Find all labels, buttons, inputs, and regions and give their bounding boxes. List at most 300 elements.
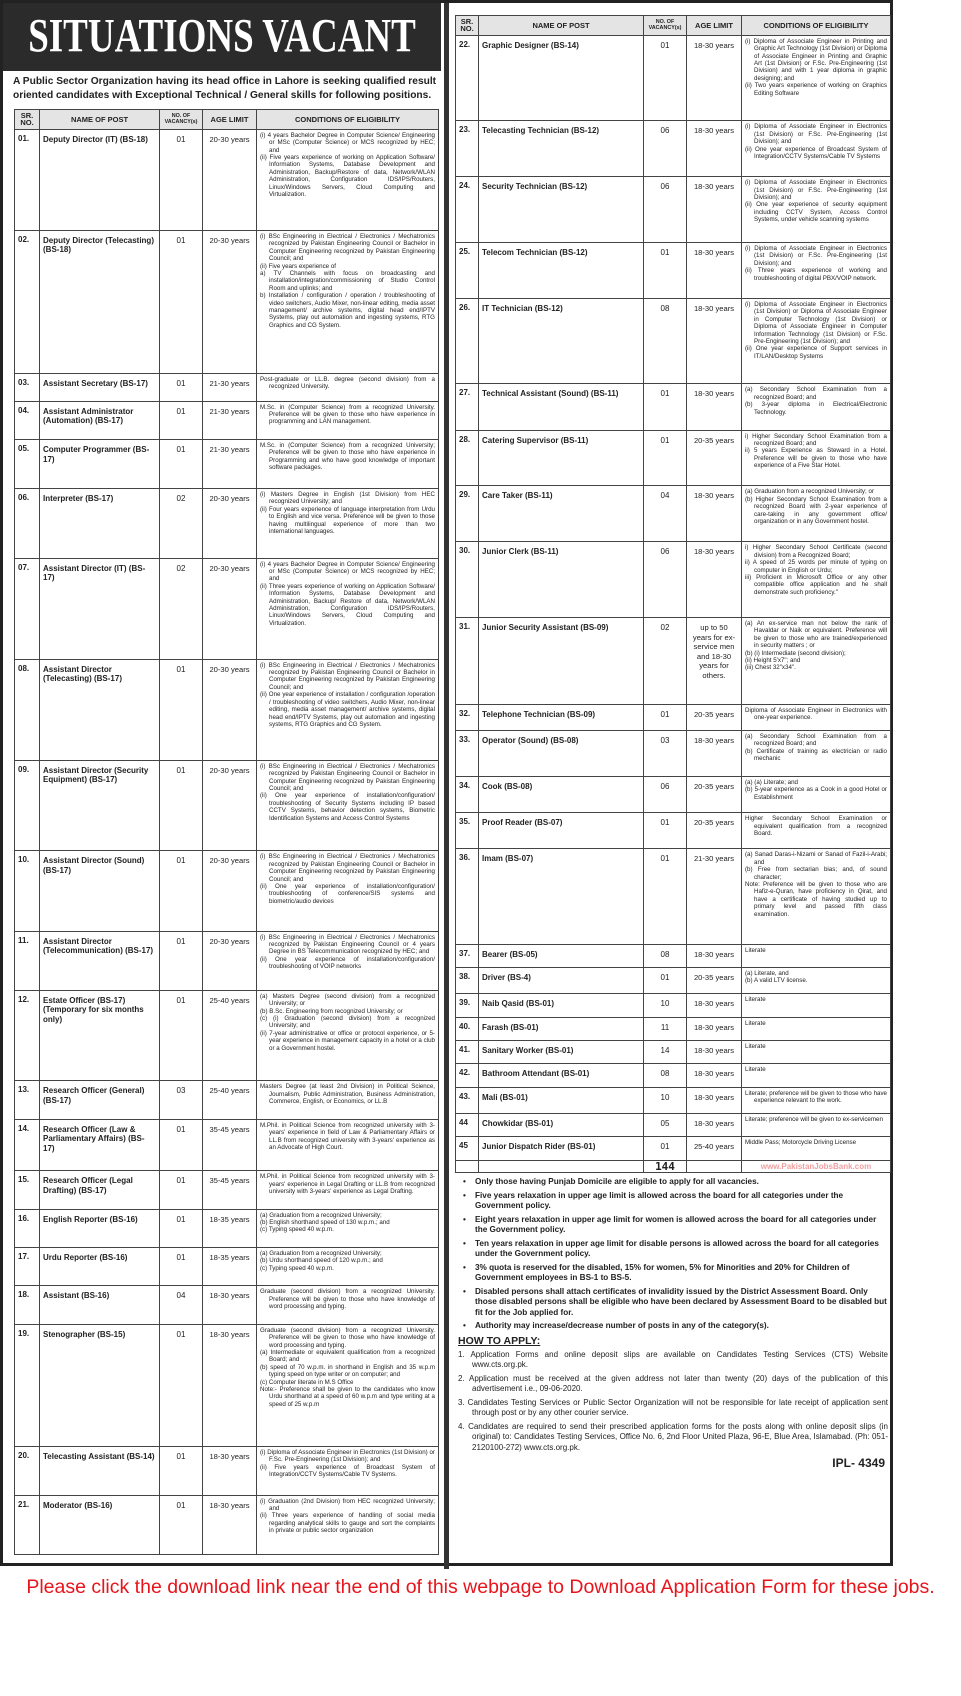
eligibility-conditions [257, 1446, 439, 1495]
condition-item: (i) Graduation (2nd Division) from HEC recognized University; and [260, 1497, 435, 1512]
page-title: SITUATIONS VACANT [28, 9, 416, 63]
eligibility-conditions [742, 486, 891, 542]
table-row [456, 486, 891, 542]
age-limit: 20-30 years [203, 659, 257, 760]
post-name: Bathroom Attendant (BS-01) [479, 1064, 644, 1087]
eligibility-conditions [257, 1495, 439, 1554]
condition-item: (ii) Five years experience of [260, 262, 336, 270]
post-name: Naib Qasid (BS-01) [479, 994, 644, 1017]
serial-number: 07. [15, 558, 40, 659]
eligibility-conditions [742, 243, 891, 299]
age-limit: 18-30 years [687, 1064, 742, 1087]
age-limit: 20-30 years [203, 129, 257, 230]
age-limit: 18-30 years [203, 1286, 257, 1324]
table-row [456, 1137, 891, 1160]
condition-item: Literate; preference will be given to ex-servicemen [745, 1115, 883, 1123]
eligibility-conditions [742, 1017, 891, 1040]
table-row [15, 1081, 439, 1119]
table-row [456, 813, 891, 849]
age-limit: 18-30 years [203, 1495, 257, 1554]
condition-item: Note: Preference will be given to those who are Hafiz-e-Quran, have proficiency in Qirat, and have a certificate of having studied up to primary level and passed fifth class examination. [745, 881, 887, 918]
table-row [15, 659, 439, 760]
vacancy-count: 10 [644, 1087, 687, 1113]
condition-item: (ii) One year experience of installation / configuration /operation / troubleshooting of video switchers, Audio Mixer, non-linear editing, media asset management/ archive systems, digital head end/IPTV Systems, play out automation and ingesting systems, RTG Graphics and CG System. [260, 691, 435, 728]
condition-item: a) TV Channels with focus on broadcasting and installation/integration/commissioning of Studio Control Room and uplinks; and [260, 269, 435, 292]
eligibility-conditions [257, 230, 439, 373]
serial-number: 35. [456, 813, 479, 849]
age-limit: 18-30 years [687, 121, 742, 177]
vacancy-count: 01 [160, 760, 203, 851]
serial-number: 09. [15, 760, 40, 851]
table-row [456, 849, 891, 944]
eligibility-conditions [742, 430, 891, 486]
serial-number: 45 [456, 1137, 479, 1160]
serial-number: 03. [15, 373, 40, 401]
table-row [15, 1171, 439, 1209]
apply-step: 3. Candidates Testing Services or Public Sector Organization will not be responsible for late receipt of application sent through post or by any other courier service. [458, 1397, 888, 1417]
age-limit: 21-30 years [203, 440, 257, 489]
eligibility-conditions [257, 1081, 439, 1119]
serial-number: 44 [456, 1113, 479, 1136]
eligibility-conditions [742, 730, 891, 776]
serial-number: 15. [15, 1171, 40, 1209]
eligibility-conditions [742, 849, 891, 944]
serial-number: 19. [15, 1324, 40, 1446]
intro-text: A Public Sector Organization having its head office in Lahore is seeking qualified result oriented candidates with Exceptional Technical / General skills for following positions. [13, 76, 437, 101]
post-name: Operator (Sound) (BS-08) [479, 730, 644, 776]
post-name: Security Technician (BS-12) [479, 177, 644, 243]
eligibility-conditions [257, 558, 439, 659]
post-name: Mali (BS-01) [479, 1087, 644, 1113]
serial-number: 13. [15, 1081, 40, 1119]
age-limit: 25-40 years [203, 1081, 257, 1119]
age-limit: 20-30 years [203, 488, 257, 558]
table-row [15, 129, 439, 230]
serial-number: 32. [456, 704, 479, 730]
title-band [3, 3, 441, 71]
condition-item: Literate; preference will be given to those who have experience relevant to the work. [745, 1089, 887, 1104]
table-row [15, 230, 439, 373]
eligibility-conditions [742, 1064, 891, 1087]
serial-number: 39. [456, 994, 479, 1017]
post-name: Telecasting Assistant (BS-14) [40, 1446, 160, 1495]
age-limit: 20-35 years [687, 776, 742, 812]
age-limit: 35-45 years [203, 1119, 257, 1170]
eligibility-conditions [257, 851, 439, 931]
condition-item: (c) Typing speed 40 w.p.m. [260, 1264, 334, 1272]
condition-item: (i) Diploma of Associate Engineer in Electronics (1st Division) or F.Sc. Pre-Engineering (1st Division); and [745, 179, 887, 202]
table-row [15, 440, 439, 489]
table-row [15, 931, 439, 990]
table-row [15, 990, 439, 1081]
left-column [3, 3, 441, 1555]
post-name: Graphic Designer (BS-14) [479, 35, 644, 121]
age-limit: 18-30 years [687, 486, 742, 542]
vacancy-count: 01 [160, 440, 203, 489]
table-row [15, 1209, 439, 1247]
age-limit: 18-30 years [687, 1017, 742, 1040]
condition-item: Post-graduate or LL.B. degree (second division) from a recognized University. [260, 375, 435, 391]
header-sr: SR. NO. [15, 110, 40, 130]
condition-item: (ii) Five years experience of Broadcast System of Integration/CCTV Systems/Cable TV Systems. [260, 1463, 435, 1478]
eligibility-conditions [257, 1209, 439, 1247]
header-age: AGE LIMIT [203, 110, 257, 130]
post-name: Care Taker (BS-11) [479, 486, 644, 542]
total-vacancies: 144 [644, 1160, 687, 1172]
serial-number: 26. [456, 298, 479, 384]
serial-number: 21. [15, 1495, 40, 1554]
vacancy-count: 08 [644, 1064, 687, 1087]
eligibility-conditions [742, 35, 891, 121]
vacancy-count: 01 [644, 849, 687, 944]
age-limit: 20-35 years [687, 430, 742, 486]
condition-item: (i) 4 years Bachelor Degree in Computer Science/ Engineering or MSc (Computer Science) or MCS recognized by HEC; and [260, 131, 435, 154]
post-name: English Reporter (BS-16) [40, 1209, 160, 1247]
post-name: Junior Dispatch Rider (BS-01) [479, 1137, 644, 1160]
vacancy-count: 02 [644, 618, 687, 705]
condition-item: (a) Graduation from a recognized University; [260, 1250, 382, 1258]
vacancy-table-left [14, 109, 439, 1555]
condition-item: i) Higher Secondary School Certificate (second division) from a Recognized Board; [745, 544, 887, 559]
table-row [456, 1064, 891, 1087]
condition-item: (i) 4 years Bachelor Degree in Computer Science/ Engineering or MSc (Computer Science) or MCS recognized by HEC; and [260, 560, 435, 583]
vacancy-count: 01 [160, 659, 203, 760]
serial-number: 01. [15, 129, 40, 230]
table-row [15, 760, 439, 851]
age-limit: 18-30 years [687, 35, 742, 121]
vacancy-count: 01 [644, 243, 687, 299]
serial-number: 14. [15, 1119, 40, 1170]
vacancy-count: 06 [644, 121, 687, 177]
condition-item: (i) BSc Engineering in Electrical / Electronics / Mechatronics recognized by Pakistan Engineering Council or Bachelor in Computer Engineering recognized by Pakistan Engineering Council; and [260, 853, 435, 883]
vacancy-count: 01 [160, 1446, 203, 1495]
post-name: Imam (BS-07) [479, 849, 644, 944]
eligibility-conditions [742, 1137, 891, 1160]
condition-item: (a) Intermediate or equivalent qualification from a recognized Board; and [260, 1349, 435, 1364]
vacancy-count: 01 [644, 35, 687, 121]
eligibility-conditions [742, 968, 891, 994]
vacancy-count: 08 [644, 298, 687, 384]
condition-item: Literate [745, 1019, 766, 1027]
condition-item: (a) Graduation from a recognized University; or [745, 488, 874, 496]
post-name: Proof Reader (BS-07) [479, 813, 644, 849]
apply-step: 2. Application must be received at the given address not later than twenty (20) days of the publication of this advertisement i.e., 09-06-2020. [458, 1373, 888, 1393]
serial-number: 36. [456, 849, 479, 944]
post-name: Sanitary Worker (BS-01) [479, 1040, 644, 1063]
vacancy-count: 03 [644, 730, 687, 776]
condition-item: (ii) Height 5'x7"; and [745, 657, 801, 665]
header-post: NAME OF POST [479, 16, 644, 36]
eligibility-conditions [742, 994, 891, 1017]
vacancy-count: 01 [160, 1209, 203, 1247]
serial-number: 33. [456, 730, 479, 776]
post-name: Estate Officer (BS-17) (Temporary for six months only) [40, 990, 160, 1081]
condition-item: M.Sc. in (Computer Science) from a recognized University; Preference will be given to those who have experience in Programming and who have good knowledge of important software packages. [260, 442, 435, 472]
age-limit: 21-30 years [203, 373, 257, 401]
serial-number: 41. [456, 1040, 479, 1063]
condition-item: (a) Literate, and [745, 970, 789, 978]
eligibility-conditions [257, 129, 439, 230]
table-row [456, 994, 891, 1017]
condition-item: (i) BSc Engineering in Electrical / Electronics / Mechatronics recognized by Pakistan Engineering Council or 4 years Degree in BS Telecommunication recognized by HEC; and [260, 933, 435, 956]
age-limit: 18-30 years [687, 994, 742, 1017]
post-name: Stenographer (BS-15) [40, 1324, 160, 1446]
condition-item: (b) Certificate of training as electrician or radio mechanic [745, 747, 887, 763]
serial-number: 17. [15, 1248, 40, 1286]
serial-number: 04. [15, 401, 40, 439]
condition-item: M.Sc. in (Computer Science) from a recognized University. Preference will be given to those who have experience in programming and LAN management. [260, 403, 435, 426]
table-row [15, 1286, 439, 1324]
vacancy-count: 14 [644, 1040, 687, 1063]
serial-number: 22. [456, 35, 479, 121]
post-name: Farash (BS-01) [479, 1017, 644, 1040]
serial-number: 10. [15, 851, 40, 931]
condition-item: (b) Higher Secondary School Examination from a recognized Board with 2-year experience of care-taking in any government office/ organization or in any Government hostel. [745, 495, 887, 526]
post-name: IT Technician (BS-12) [479, 298, 644, 384]
table-row [456, 618, 891, 705]
serial-number: 02. [15, 230, 40, 373]
vacancy-count: 01 [644, 813, 687, 849]
post-name: Assistant (BS-16) [40, 1286, 160, 1324]
table-row [456, 1087, 891, 1113]
vacancy-count: 06 [644, 542, 687, 618]
eligibility-conditions [742, 776, 891, 812]
eligibility-conditions [742, 944, 891, 967]
condition-item: (ii) One year experience of installation/configuration/ troubleshooting of VOIP networks [260, 955, 435, 971]
condition-item: (a) Masters Degree (second division) from a recognized University; or [260, 992, 435, 1008]
table-row [456, 776, 891, 812]
post-name: Research Officer (Law & Parliamentary Affairs) (BS-17) [40, 1119, 160, 1170]
condition-item: i) Higher Secondary School Examination from a recognized Board; and [745, 432, 887, 447]
table-row [15, 1324, 439, 1446]
condition-item: (a) Sanad Daras-i-Nizami or Sanad of Fazil-i-Arabi; and [745, 851, 887, 866]
post-name: Cook (BS-08) [479, 776, 644, 812]
vacancy-count: 01 [644, 968, 687, 994]
vacancy-count: 01 [160, 373, 203, 401]
post-name: Research Officer (Legal Drafting) (BS-17) [40, 1171, 160, 1209]
table-row [15, 1119, 439, 1170]
condition-item: iii) Proficient in Microsoft Office or any other compatible office application and he shall demonstrate such proficiency." [745, 573, 887, 596]
post-name: Catering Supervisor (BS-11) [479, 430, 644, 486]
vacancy-count: 04 [160, 1286, 203, 1324]
condition-item: (i) Masters Degree in English (1st Division) from HEC recognized University; and [260, 490, 435, 506]
header-conditions: CONDITIONS OF ELIGIBILITY [257, 110, 439, 130]
age-limit: 18-30 years [687, 1113, 742, 1136]
vacancy-count: 03 [160, 1081, 203, 1119]
table-row [456, 384, 891, 430]
eligibility-conditions [257, 1171, 439, 1209]
age-limit: 18-30 years [687, 243, 742, 299]
condition-item: (b) B.Sc. Engineering from recognized University; or [260, 1007, 403, 1015]
condition-item: M.Phil. in Political Science from recognized university with 3-years' experience in field of Law & Parliamentary Affairs or LL.B from recognized university with 3-years' experience as an Advocate of High Court. [260, 1121, 435, 1151]
age-limit: 18-30 years [687, 730, 742, 776]
condition-item: ii) A speed of 25 words per minute of typing on computer in English or Urdu; [745, 559, 887, 574]
eligibility-conditions [742, 384, 891, 430]
right-column [455, 15, 891, 1470]
eligibility-conditions [742, 542, 891, 618]
age-limit: 20-30 years [203, 851, 257, 931]
age-limit: 18-30 years [203, 1324, 257, 1446]
condition-item: (i) Diploma of Associate Engineer in Electronics (1st Division) or F.Sc. Pre-Engineering (1st Division); and [260, 1448, 435, 1464]
table-row [456, 704, 891, 730]
serial-number: 27. [456, 384, 479, 430]
vacancy-count: 06 [644, 776, 687, 812]
table-row [15, 1446, 439, 1495]
post-name: Deputy Director (Telecasting) (BS-18) [40, 230, 160, 373]
age-limit: 21-30 years [203, 401, 257, 439]
total-row [456, 1160, 891, 1172]
condition-item: (ii) 7-year administrative or office or protocol experience, or 5-year experience in management capacity in a hotel or a club or a Government hostel. [260, 1029, 435, 1052]
condition-item: (iii) Chest 32"x34". [745, 664, 796, 672]
eligibility-conditions [257, 659, 439, 760]
condition-item: (b) 5-year experience as a Cook in a good Hotel or Establishment [745, 786, 887, 801]
header-post: NAME OF POST [40, 110, 160, 130]
post-name: Assistant Administrator (Automation) (BS-17) [40, 401, 160, 439]
serial-number: 28. [456, 430, 479, 486]
age-limit: 18-30 years [687, 177, 742, 243]
table-row [456, 121, 891, 177]
vacancy-count: 11 [644, 1017, 687, 1040]
serial-number: 43. [456, 1087, 479, 1113]
watermark: www.PakistanJobsBank.com [742, 1160, 891, 1172]
vacancy-count: 01 [160, 1248, 203, 1286]
apply-step: 1. Application Forms and online deposit slips are available on Candidates Testing Services (CTS) Website www.cts.org.pk. [458, 1349, 888, 1369]
condition-item: (ii) One year experience of installation/configuration/ troubleshooting of conference/SIS systems and biometric/audio devices [260, 882, 435, 905]
post-name: Telecom Technician (BS-12) [479, 243, 644, 299]
note: • 3% quota is reserved for the disabled, 15% for women, 5% for Minorities and 20% for Children of Government employees in BS-1 to BS-5. [461, 1263, 889, 1284]
age-limit: 18-35 years [203, 1248, 257, 1286]
table-row [15, 1248, 439, 1286]
age-limit: 21-30 years [687, 849, 742, 944]
serial-number: 16. [15, 1209, 40, 1247]
table-row [15, 558, 439, 659]
vacancy-count: 01 [160, 851, 203, 931]
post-name: Computer Programmer (BS-17) [40, 440, 160, 489]
serial-number: 05. [15, 440, 40, 489]
post-name: Technical Assistant (Sound) (BS-11) [479, 384, 644, 430]
table-row [456, 1040, 891, 1063]
eligibility-conditions [257, 440, 439, 489]
apply-step: 4. Candidates are required to send their prescribed application forms for the posts along with online deposit slips (in original) to: Candidates Testing Services, Office No. 6, 2nd Floor United Plaza, 96-E, Blue Area, Islamabad. (Ph: 051-2120100-272) www.cts.org.pk. [458, 1421, 888, 1452]
post-name: Moderator (BS-16) [40, 1495, 160, 1554]
post-name: Interpreter (BS-17) [40, 488, 160, 558]
age-limit: 20-35 years [687, 704, 742, 730]
how-to-apply-heading: HOW TO APPLY: [458, 1334, 541, 1347]
condition-item: (ii) Three years experience of handling of social media regarding analytical skills to gauge and sort the complaints in private or public sector organization [260, 1512, 435, 1535]
condition-item: (c) (i) Graduation (second division) from a recognized University; and [260, 1015, 435, 1030]
vacancy-count: 01 [160, 401, 203, 439]
condition-item: Literate [745, 946, 766, 954]
table-row [456, 35, 891, 121]
condition-item: (i) BSc Engineering in Electrical / Electronics / Mechatronics recognized by Pakistan Engineering Council or Bachelor in Computer Engineering recognized by Pakistan Engineering Council; and [260, 232, 435, 263]
age-limit: 20-30 years [203, 558, 257, 659]
vacancy-count: 10 [644, 994, 687, 1017]
post-name: Research Officer (General) (BS-17) [40, 1081, 160, 1119]
post-name: Assistant Director (Telecasting) (BS-17) [40, 659, 160, 760]
table-row [456, 298, 891, 384]
header-sr: SR. NO. [456, 16, 479, 36]
condition-item: Diploma of Associate Engineer in Electronics with one-year experience. [745, 706, 887, 721]
age-limit: 20-35 years [687, 968, 742, 994]
condition-item: (b) 3-year diploma in Electrical/Electronic Technology. [745, 401, 887, 416]
condition-item: (b) Free from sectarian bias; and, of sound character; [745, 866, 887, 881]
vacancy-count: 01 [160, 129, 203, 230]
condition-item: (a) (a) Literate; and [745, 778, 798, 786]
table-row [456, 730, 891, 776]
vacancy-count: 01 [160, 990, 203, 1081]
eligibility-conditions [742, 813, 891, 849]
how-to-apply-steps [458, 1350, 888, 1454]
condition-item: (b) speed of 70 w.p.m. in shorthand in English and 35 w.p.m typing speed on type writer or on computer; and [260, 1363, 435, 1379]
table-row [15, 488, 439, 558]
serial-number: 20. [15, 1446, 40, 1495]
post-name: Assistant Director (Security Equipment) (BS-17) [40, 760, 160, 851]
eligibility-conditions [257, 1119, 439, 1170]
age-limit: 18-30 years [687, 298, 742, 384]
vacancy-count: 01 [160, 1495, 203, 1554]
vacancy-count: 01 [644, 1137, 687, 1160]
age-limit: 20-35 years [687, 813, 742, 849]
eligibility-conditions [257, 1286, 439, 1324]
vacancy-count: 01 [644, 384, 687, 430]
table-row [456, 944, 891, 967]
vacancy-count: 01 [160, 1324, 203, 1446]
vacancy-count: 01 [160, 1171, 203, 1209]
condition-item: (ii) One year experience of Broadcast System of Integration/CCTV Systems/Cable TV Systems [745, 145, 887, 160]
serial-number: 40. [456, 1017, 479, 1040]
vacancy-count: 01 [644, 704, 687, 730]
condition-item: (i) Diploma of Associate Engineer in Electronics (1st Division) or F.Sc. Pre-Engineering (1st Division); and [745, 123, 887, 146]
eligibility-conditions [257, 760, 439, 851]
vacancy-count: 06 [644, 177, 687, 243]
serial-number: 23. [456, 121, 479, 177]
eligibility-conditions [257, 931, 439, 990]
eligibility-conditions [742, 704, 891, 730]
age-limit: 18-30 years [203, 1446, 257, 1495]
table-row [15, 1495, 439, 1554]
header-age: AGE LIMIT [687, 16, 742, 36]
table-row [15, 851, 439, 931]
condition-item: Graduate (second division) from a recognized University. Preference will be given to those who have knowledge of word processing and typing. [260, 1288, 435, 1311]
vacancy-count: 02 [160, 488, 203, 558]
condition-item: (b) English shorthand speed of 130 w.p.m.; and [260, 1219, 390, 1227]
vacancy-count: 08 [644, 944, 687, 967]
eligibility-conditions [742, 121, 891, 177]
header-vacancy: NO. OF VACANCY(s) [160, 110, 203, 130]
condition-item: (i) Diploma of Associate Engineer in Printing and Graphic Art Technology (1st Division) or Diploma of Associate Engineer in Printing and Graphic Art (1st Division) or F.Sc. Pre-Engineering (1st Division) and with 1 year diploma in graphic designing; and [745, 37, 887, 82]
post-name: Telecasting Technician (BS-12) [479, 121, 644, 177]
table-row [456, 430, 891, 486]
age-limit: 35-45 years [203, 1171, 257, 1209]
table-row [456, 542, 891, 618]
eligibility-conditions [742, 618, 891, 705]
condition-item: (a) Secondary School Examination from a recognized Board; and [745, 386, 887, 401]
eligibility-conditions [742, 1113, 891, 1136]
condition-item: (ii) One year experience of security equipment including CCTV System, Access Control Systems, under vehicle scanning systems [745, 201, 887, 224]
post-name: Urdu Reporter (BS-16) [40, 1248, 160, 1286]
serial-number: 37. [456, 944, 479, 967]
age-limit: 20-30 years [203, 760, 257, 851]
serial-number: 29. [456, 486, 479, 542]
eligibility-conditions [257, 1324, 439, 1446]
table-row [456, 243, 891, 299]
serial-number: 31. [456, 618, 479, 705]
header-conditions: CONDITIONS OF ELIGIBILITY [742, 16, 891, 36]
post-name: Driver (BS-4) [479, 968, 644, 994]
serial-number: 06. [15, 488, 40, 558]
condition-item: Literate [745, 1066, 766, 1074]
note: • Only those having Punjab Domicile are eligible to apply for all vacancies. [461, 1177, 889, 1188]
